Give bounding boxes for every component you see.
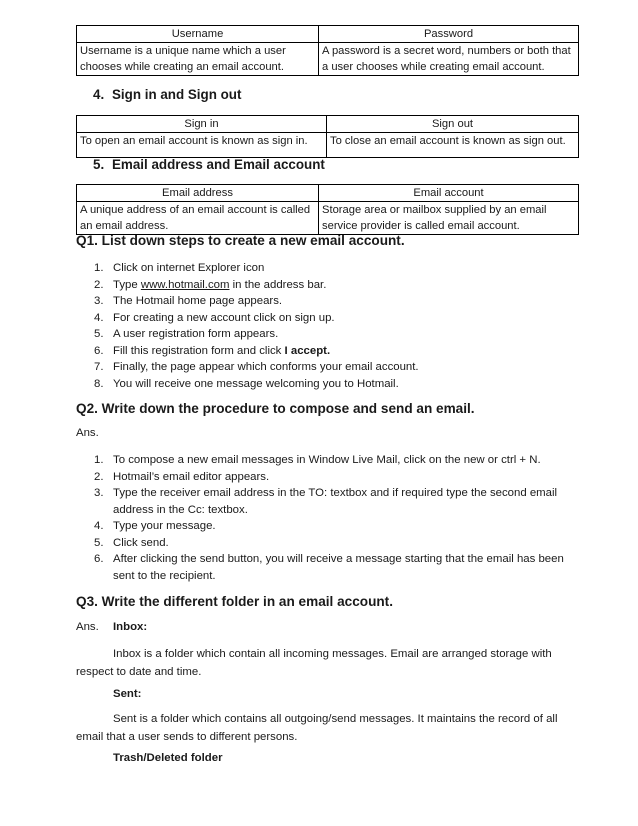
table-cell: A unique address of an email account is called an email address. <box>77 202 319 235</box>
table-cell: To close an email account is known as sign out. <box>327 133 579 158</box>
sign-in-out-table <box>76 115 579 158</box>
inbox-heading: Inbox: <box>113 621 148 633</box>
list-item: 5. Click send. <box>94 536 169 549</box>
list-item: 1. Click on internet Explorer icon <box>94 262 265 274</box>
list-item: 1. To compose a new email messages in Window Live Mail, click on the new or ctrl + N. <box>94 454 541 466</box>
q1-heading: Q1. List down steps to create a new email account. <box>76 233 405 248</box>
q3-heading: Q3. Write the different folder in an email account. <box>76 594 393 609</box>
table-cell: Username is a unique name which a user chooses while creating an email account. <box>77 43 319 76</box>
sent-paragraph: Sent is a folder which contains all outgoing/send messages. It maintains the record of all email that a user sends to different persons. <box>76 713 558 743</box>
section-title: Email address and Email account <box>112 157 325 172</box>
section-heading-sign-in-out <box>93 87 241 102</box>
answer-label: Ans. <box>76 427 99 439</box>
list-item: 7. Finally, the page appear which conforms your email account. <box>94 361 419 373</box>
table-header: Email address <box>77 185 319 202</box>
q2-heading: Q2. Write down the procedure to compose and send an email. <box>76 401 475 416</box>
section-number: 5. <box>93 157 105 172</box>
sent-heading: Sent: <box>113 688 142 700</box>
trash-heading: Trash/Deleted folder <box>113 752 223 764</box>
answer-label: Ans. <box>76 621 99 633</box>
email-address-account-table <box>76 184 579 235</box>
table-cell: To open an email account is known as sign in. <box>77 133 327 158</box>
section-number: 4. <box>93 87 105 102</box>
username-password-table <box>76 25 579 76</box>
list-item: 2. Type www.hotmail.com in the address bar. <box>94 278 327 291</box>
list-item: 4. Type your message. <box>94 520 216 532</box>
section-title: Sign in and Sign out <box>112 87 242 102</box>
table-cell: A password is a secret word, numbers or both that a user chooses while creating email account. <box>319 43 579 76</box>
list-item: 2. Hotmail’s email editor appears. <box>94 470 270 483</box>
q1-steps-list <box>76 260 576 392</box>
table-header: Username <box>77 26 319 43</box>
table-cell: Storage area or mailbox supplied by an email service provider is called email account. <box>319 202 579 235</box>
hotmail-link[interactable]: www.hotmail.com <box>140 278 230 291</box>
list-item: 5. A user registration form appears. <box>94 328 279 340</box>
table-header: Sign in <box>77 116 327 133</box>
list-item: 6. After clicking the send button, you will receive a message starting that the email has been sent to the recipient. <box>94 553 564 582</box>
table-header: Sign out <box>327 116 579 133</box>
inbox-paragraph: Inbox is a folder which contain all incoming messages. Email are arranged storage with respect to date and time. <box>76 648 552 678</box>
q2-steps-list <box>76 452 576 584</box>
section-heading-email-address-account <box>93 157 325 172</box>
list-item: 3. Type the receiver email address in the TO: textbox and if required type the second email address in the Cc: textbox. <box>94 487 558 516</box>
list-item: 4. For creating a new account click on sign up. <box>94 311 335 324</box>
list-item: 8. You will receive one message welcoming you to Hotmail. <box>94 377 399 390</box>
list-item: 3. The Hotmail home page appears. <box>94 295 283 307</box>
table-header: Email account <box>319 185 579 202</box>
list-item: 6. Fill this registration form and click I accept. <box>94 344 331 357</box>
table-header: Password <box>319 26 579 43</box>
